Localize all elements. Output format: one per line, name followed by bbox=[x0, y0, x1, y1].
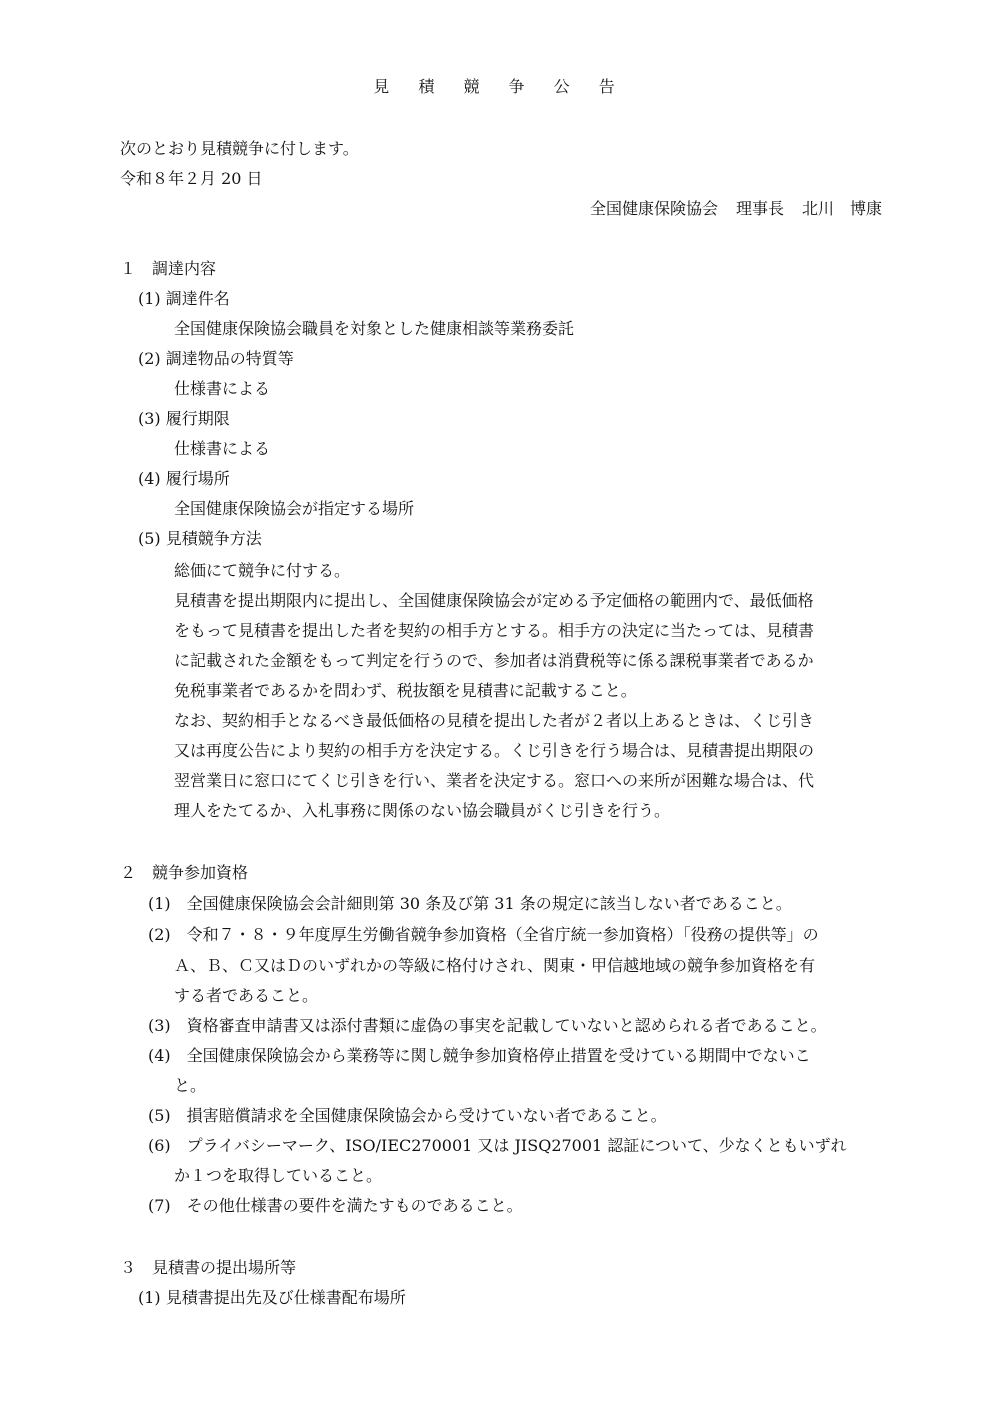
item-text: 総価にて競争に付する。 bbox=[174, 561, 351, 580]
issuer-org: 全国健康保険協会 bbox=[589, 199, 718, 218]
paragraph-line: をもって見積書を提出した者を契約の相手方とする。相手方の決定に当たっては、見積書 bbox=[174, 621, 815, 640]
paragraph-line: に記載された金額をもって判定を行うので、参加者は消費税等に係る課税事業者であるか bbox=[174, 651, 814, 670]
list-item-continuation: と。 bbox=[174, 1076, 207, 1095]
issuer-signature bbox=[590, 198, 882, 220]
item-text: 全国健康保険協会職員を対象とした健康相談等業務委託 bbox=[174, 319, 575, 338]
item-label: (5) 見積競争方法 bbox=[138, 529, 262, 548]
item-label: (1) 調達件名 bbox=[138, 289, 230, 308]
item-text: 仕様書による bbox=[174, 379, 271, 398]
list-item-continuation: Ａ、Ｂ、Ｃ又はＤのいずれかの等級に格付けされ、関東・甲信越地域の競争参加資格を有 bbox=[174, 956, 815, 975]
issue-date: 令和８年２月 20 日 bbox=[120, 169, 263, 188]
paragraph-line: 免税事業者であるかを問わず、税抜額を見積書に記載すること。 bbox=[174, 681, 637, 700]
paragraph-line: 又は再度公告により契約の相手方を決定する。くじ引きを行う場合は、見積書提出期限の bbox=[174, 741, 815, 760]
list-item: (3) 資格審査申請書又は添付書類に虚偽の事実を記載していないと認められる者であること。 bbox=[148, 1016, 827, 1035]
item-label: (1) 見積書提出先及び仕様書配布場所 bbox=[138, 1288, 406, 1307]
item-label: (4) 履行場所 bbox=[138, 469, 230, 488]
list-item: (2) 令和７・８・９年度厚生労働省競争参加資格（全省庁統一参加資格）「役務の提供等」の bbox=[148, 925, 819, 944]
list-item: (1) 全国健康保険協会会計細則第 30 条及び第 31 条の規定に該当しない者であること。 bbox=[148, 894, 792, 913]
section-heading: ３ 見積書の提出場所等 bbox=[120, 1258, 297, 1277]
issuer-role: 理事長 bbox=[735, 199, 784, 218]
item-text: 仕様書による bbox=[174, 439, 271, 458]
list-item: (4) 全国健康保険協会から業務等に関し競争参加資格停止措置を受けている期間中でないこ bbox=[148, 1046, 811, 1065]
section-heading: ２ 競争参加資格 bbox=[120, 863, 249, 882]
list-item: (6) プライバシーマーク、ISO/IEC270001 又は JISQ27001 認証について、少なくともいずれ bbox=[148, 1136, 847, 1155]
issuer-name: 北川 博康 bbox=[801, 199, 882, 218]
list-item-continuation: する者であること。 bbox=[174, 986, 319, 1005]
intro-text: 次のとおり見積競争に付します。 bbox=[120, 139, 359, 158]
item-label: (3) 履行期限 bbox=[138, 409, 230, 428]
document-title: 見 積 競 争 公 告 bbox=[373, 77, 627, 96]
list-item: (7) その他仕様書の要件を満たすものであること。 bbox=[148, 1196, 523, 1215]
paragraph-line: 翌営業日に窓口にてくじ引きを行い、業者を決定する。窓口への来所が困難な場合は、代 bbox=[174, 771, 815, 790]
list-item: (5) 損害賠償請求を全国健康保険協会から受けていない者であること。 bbox=[148, 1106, 667, 1125]
item-label: (2) 調達物品の特質等 bbox=[138, 349, 294, 368]
paragraph-line: 見積書を提出期限内に提出し、全国健康保険協会が定める予定価格の範囲内で、最低価格 bbox=[174, 591, 814, 610]
paragraph-line: 理人をたてるか、入札事務に関係のない協会職員がくじ引きを行う。 bbox=[174, 801, 671, 820]
paragraph-line: なお、契約相手となるべき最低価格の見積を提出した者が２者以上あるときは、くじ引き bbox=[174, 711, 815, 730]
list-item-continuation: か１つを取得していること。 bbox=[174, 1166, 383, 1185]
item-text: 全国健康保険協会が指定する場所 bbox=[174, 499, 415, 518]
section-heading: １ 調達内容 bbox=[120, 259, 217, 278]
